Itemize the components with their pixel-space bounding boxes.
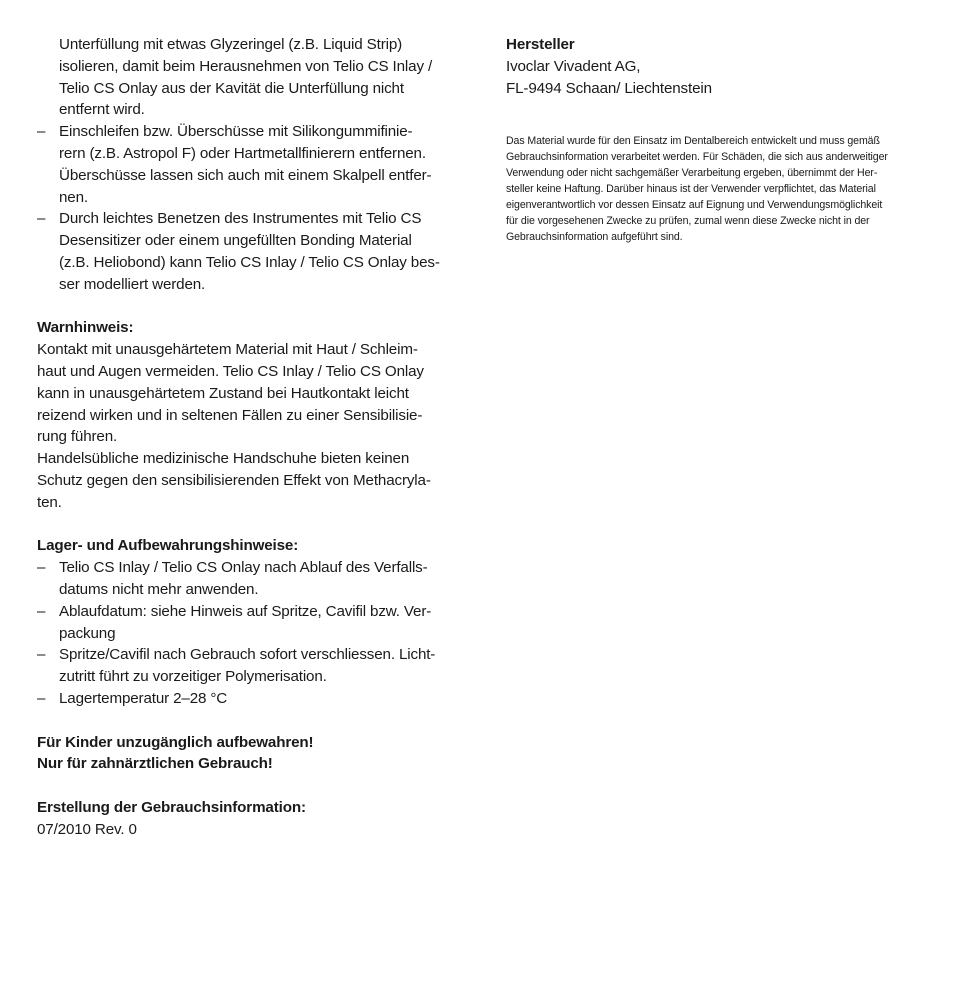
- created-heading: Erstellung der Gebrauchsinformation:: [37, 798, 306, 816]
- text-line: Gebrauchsinformation verarbeitet werden. Für Schäden, die sich aus anderweitiger: [506, 151, 888, 164]
- text-line: Gebrauchsinformation aufgeführt sind.: [506, 231, 683, 244]
- dash-marker: –: [37, 210, 46, 228]
- text-line: nen.: [59, 188, 88, 206]
- text-line: Telio CS Onlay aus der Kavität die Unterfüllung nicht: [59, 79, 404, 97]
- left-column: [37, 34, 455, 840]
- text-line: für die vorgesehenen Zwecke zu prüfen, zumal wenn diese Zwecke nicht in der: [506, 215, 870, 228]
- text-line: Handelsübliche medizinische Handschuhe bieten keinen: [37, 450, 410, 468]
- notices-section: [37, 732, 455, 776]
- list-item: [37, 688, 455, 710]
- text-line: ser modelliert werden.: [59, 275, 206, 293]
- created-value: 07/2010 Rev. 0: [37, 820, 137, 838]
- text-line: Lagertemperatur 2–28 °C: [59, 689, 228, 707]
- text-line: Schutz gegen den sensibilisierenden Effekt von Methacryla-: [37, 471, 431, 489]
- text-line: (z.B. Heliobond) kann Telio CS Inlay / Telio CS Onlay bes-: [59, 253, 440, 271]
- manufacturer-heading: Hersteller: [506, 36, 575, 53]
- dash-marker: –: [37, 602, 46, 620]
- storage-heading: Lager- und Aufbewahrungshinweise:: [37, 537, 299, 555]
- continuation-paragraph: [37, 34, 455, 121]
- text-line: steller keine Haftung. Darüber hinaus ist der Verwender verpflichtet, das Material: [506, 183, 876, 196]
- warning-heading: Warnhinweis:: [37, 319, 134, 337]
- text-line: Durch leichtes Benetzen des Instrumentes mit Telio CS: [59, 210, 422, 228]
- text-line: eigenverantwortlich vor dessen Einsatz auf Eignung und Verwendungsmöglichkeit: [506, 199, 883, 212]
- notice-children: Für Kinder unzugänglich aufbewahren!: [37, 733, 314, 751]
- text-line: Spritze/Cavifil nach Gebrauch sofort verschliessen. Licht-: [59, 646, 436, 664]
- text-line: haut und Augen vermeiden. Telio CS Inlay / Telio CS Onlay: [37, 362, 424, 380]
- list-item: [37, 208, 455, 295]
- storage-section: [37, 535, 455, 709]
- text-line: datums nicht mehr anwenden.: [59, 580, 259, 598]
- text-line: kann in unausgehärtetem Zustand bei Hautkontakt leicht: [37, 384, 409, 402]
- text-line: rung führen.: [37, 428, 118, 446]
- text-line: Telio CS Inlay / Telio CS Onlay nach Ablauf des Verfalls-: [59, 559, 428, 577]
- text-line: packung: [59, 624, 116, 642]
- text-line: Verwendung oder nicht sachgemäßer Verarbeitung ergeben, übernimmt der Her-: [506, 167, 878, 180]
- text-line: reizend wirken und in seltenen Fällen zu einer Sensibilisie-: [37, 406, 423, 424]
- list-item: [37, 644, 455, 688]
- text-line: Das Material wurde für den Einsatz im Dentalbereich entwickelt und muss gemäß: [506, 135, 880, 148]
- notice-dental-use: Nur für zahnärztlichen Gebrauch!: [37, 755, 273, 773]
- text-line: Einschleifen bzw. Überschüsse mit Silikongummifinie-: [59, 123, 413, 141]
- dash-marker: –: [37, 689, 46, 707]
- text-line: Überschüsse lassen sich auch mit einem Skalpell entfer-: [59, 166, 432, 184]
- text-line: Desensitizer oder einem ungefüllten Bonding Material: [59, 232, 412, 250]
- list-item: [37, 557, 455, 601]
- text-line: rern (z.B. Astropol F) oder Hartmetallfinierern entfernen.: [59, 144, 426, 162]
- created-section: [37, 797, 455, 841]
- warning-section: [37, 317, 455, 513]
- text-line: Kontakt mit unausgehärtetem Material mit Haut / Schleim-: [37, 341, 418, 359]
- manufacturer-address: FL-9494 Schaan/ Liechtenstein: [506, 79, 712, 97]
- text-line: Unterfüllung mit etwas Glyzeringel (z.B. Liquid Strip): [59, 36, 403, 53]
- right-column: [506, 34, 926, 245]
- list-item: [37, 121, 455, 208]
- text-line: entfernt wird.: [59, 101, 145, 119]
- text-line: isolieren, damit beim Herausnehmen von Telio CS Inlay /: [59, 57, 433, 75]
- manufacturer-name: Ivoclar Vivadent AG,: [506, 57, 641, 75]
- text-line: Ablaufdatum: siehe Hinweis auf Spritze, Cavifil bzw. Ver-: [59, 602, 432, 620]
- manufacturer-section: [506, 34, 926, 99]
- list-item: [37, 601, 455, 645]
- disclaimer: [506, 133, 926, 245]
- dash-marker: –: [37, 559, 46, 577]
- dash-marker: –: [37, 646, 46, 664]
- text-line: zutritt führt zu vorzeitiger Polymerisation.: [59, 668, 327, 686]
- dash-marker: –: [37, 123, 46, 141]
- text-line: ten.: [37, 493, 62, 511]
